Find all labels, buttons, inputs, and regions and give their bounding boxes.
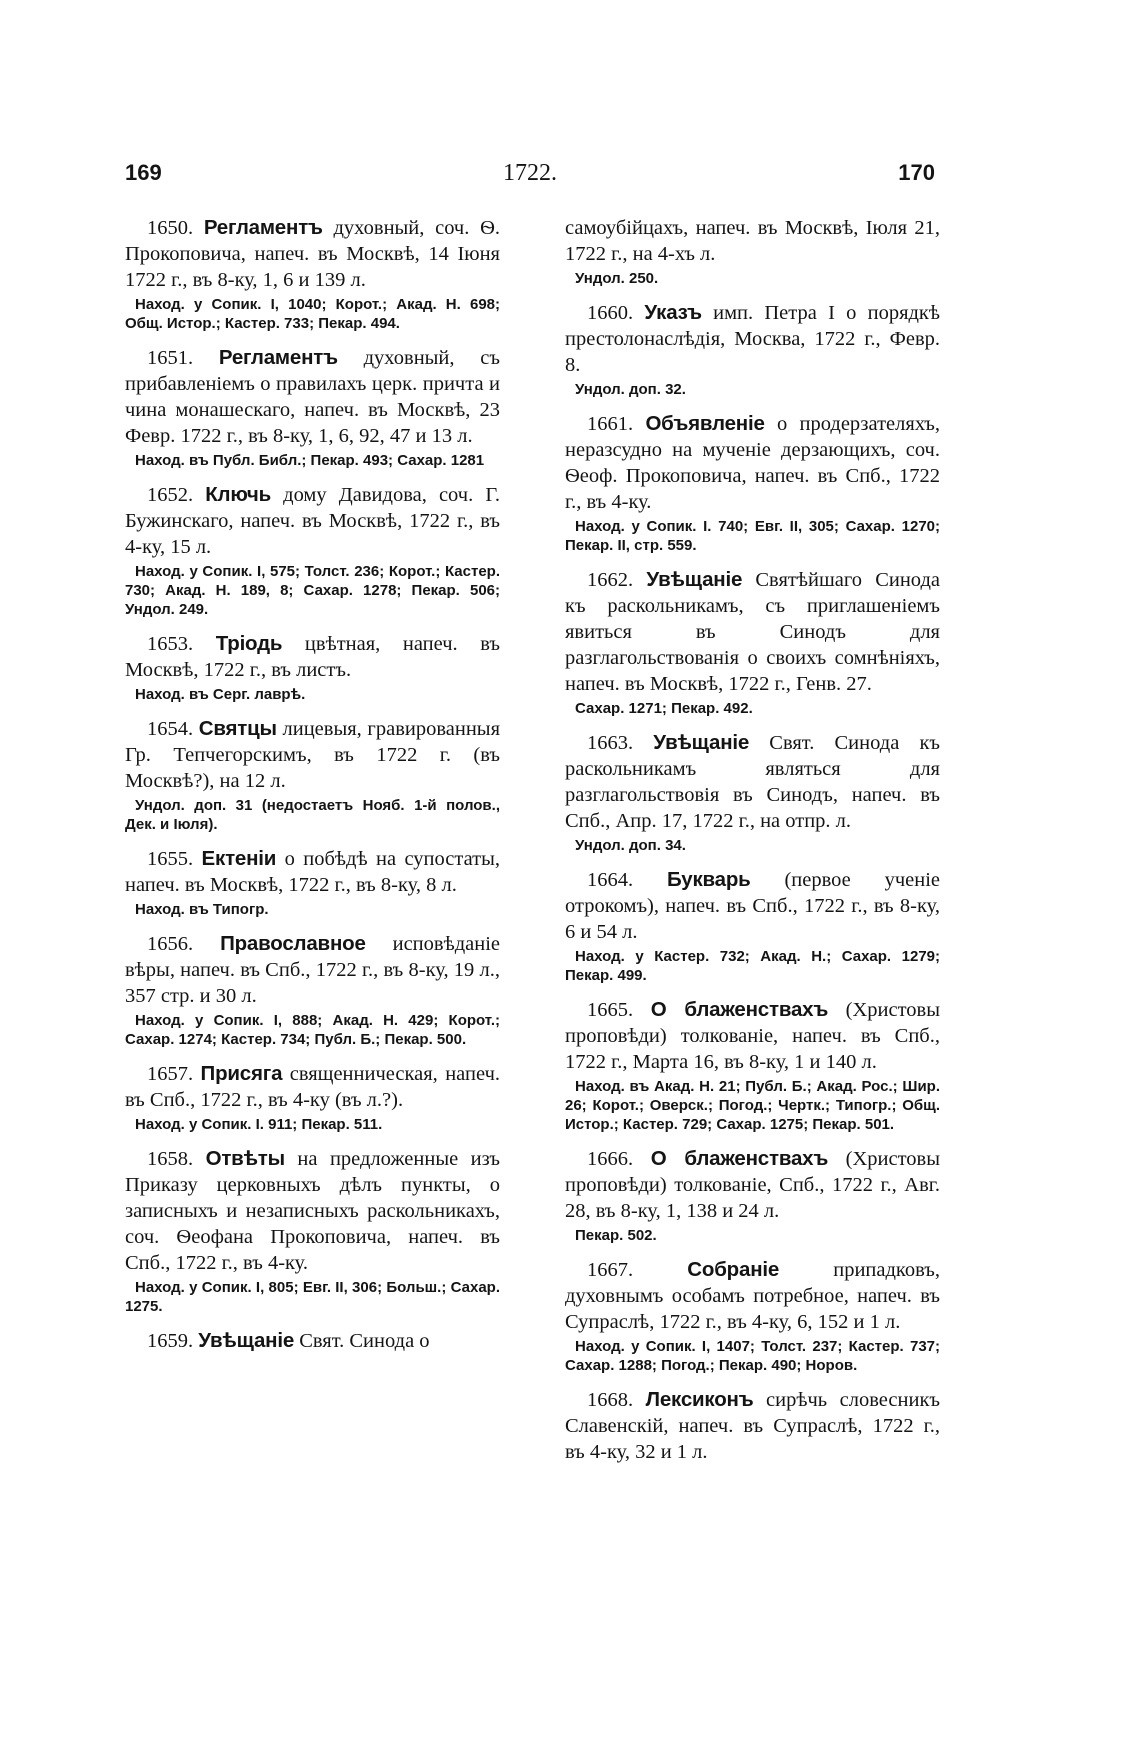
entry-text [125,1146,500,1276]
bibliography-entry [125,1328,500,1354]
entry-text [125,345,500,449]
bibliography-entry [125,482,500,619]
entry-keyword: Тріодь [215,632,283,655]
entry-text [125,1328,500,1354]
entry-description: Свят. Синода къ раскольникамъ являться для разглагольствовія въ Синодъ, напеч. въ Спб., Апр. 17, 1722 г., на отпр. л. [565,732,941,832]
entry-text [565,867,940,945]
entry-description: о побѣдѣ на супостаты, напеч. въ Москвѣ, 1722 г., въ 8-ку, 8 л. [125,848,500,896]
entry-text [125,482,500,560]
entry-keyword: Святцы [198,717,277,740]
entry-description: о продерзателяхъ, неразсудно на мученіе дерзающихъ, соч. Ѳеоф. Прокоповича, напеч. въ Спб., 1722 г., въ 4-ку. [565,413,941,513]
entry-location-note: Наход. у Сопик. I. 911; Пекар. 511. [135,1116,383,1133]
entry-location-note: Наход. у Сопик. I, 805; Евг. II, 306; Больш.; Сахар. 1275. [125,1279,500,1315]
entry-location-note: Наход. въ Акад. Н. 21; Публ. Б.; Акад. Рос.; Шир. 26; Корот.; Оверск.; Погод.; Чертк.; Типогр.; Общ. Истор.; Кастер. 729; Сахар. 1275; Пекар. 501. [565,1078,940,1133]
entry-description: цвѣтная, напеч. въ Москвѣ, 1722 г., въ листъ. [125,633,500,681]
entry-location-note: Наход. у Сопик. I, 1407; Толст. 237; Кастер. 737; Сахар. 1288; Погод.; Пекар. 490; Норов. [565,1338,940,1374]
entry-number: 1667. [587,1259,634,1281]
entry-number: 1662. [587,569,634,591]
bibliography-entry [565,730,940,855]
bibliography-entry [565,867,940,985]
bibliography-entry [565,300,940,399]
entry-keyword: Объявленіе [645,412,765,435]
entry-number: 1664. [587,869,634,891]
entry-number: 1656. [147,933,194,955]
entry-keyword: Регламентъ [203,216,323,239]
entry-description: (Христовы проповѣди) толкованіе, напеч. въ Спб., 1722 г., Марта 16, въ 8-ку, 1 и 140 л. [565,999,941,1073]
running-head-year: 1722. [503,160,557,186]
bibliography-entry [125,931,500,1049]
bibliography-entry [565,215,940,288]
bibliography-entry [565,1387,940,1465]
bibliography-entry [125,631,500,704]
entry-text [565,730,940,834]
entry-number: 1663. [587,732,634,754]
entry-text [565,300,940,378]
entry-keyword: Собраніе [687,1258,780,1281]
entry-keyword: Увѣщаніе [646,568,743,591]
entry-number: 1657. [147,1063,194,1085]
entry-text [565,1146,940,1224]
entry-text [565,997,940,1075]
entry-number: 1655. [147,848,194,870]
entry-number: 1650. [147,217,194,239]
entry-keyword: Лексиконъ [645,1388,754,1411]
entry-description: исповѣданіе вѣры, напеч. въ Спб., 1722 г., въ 8-ку, 19 л., 357 стр. и 30 л. [125,933,501,1007]
entry-keyword: Указъ [644,301,702,324]
entry-number: 1658. [147,1148,194,1170]
entry-keyword: Православное [220,932,366,955]
page-number-right: 170 [898,160,935,185]
bibliography-entry [565,567,940,718]
entry-text [125,215,500,293]
entry-text [565,411,940,515]
entry-keyword: Ектеніи [201,847,277,870]
entry-number: 1651. [147,347,194,369]
entry-location-note: Ундол. 250. [575,270,659,287]
entry-keyword: Ключь [205,483,272,506]
entry-number: 1652. [147,484,194,506]
entry-keyword: Отвѣты [205,1147,285,1170]
entry-description: (Христовы проповѣди) толкованіе, Спб., 1722 г., Авг. 28, въ 8-ку, 1, 138 и 24 л. [565,1148,941,1222]
entry-description: Свят. Синода о [299,1330,430,1352]
entry-description: священническая, напеч. въ Спб., 1722 г., въ 4-ку (въ л.?). [125,1063,500,1111]
bibliography-entry [125,1146,500,1316]
left-column [125,215,500,1366]
entry-location-note: Наход. у Сопик. I. 740; Евг. II, 305; Сахар. 1270; Пекар. II, стр. 559. [565,518,940,554]
entry-description: Святѣйшаго Синода къ раскольникамъ, съ приглашеніемъ явиться въ Синодъ для разглагольствованія о своихъ сомнѣніяхъ, напеч. въ Москвѣ, 1722 г., Генв. 27. [565,569,940,695]
entry-text [125,716,500,794]
bibliography-entry [565,411,940,555]
entry-location-note: Наход. у Сопик. I, 575; Толст. 236; Корот.; Кастер. 730; Акад. Н. 189, 8; Сахар. 1278; Пекар. 506; Ундол. 249. [125,563,500,618]
entry-text [565,567,940,697]
entry-description: самоубійцахъ, напеч. въ Москвѣ, Іюля 21, 1722 г., на 4-хъ л. [565,217,940,265]
bibliography-entry [565,1146,940,1245]
entry-keyword: Регламентъ [218,346,338,369]
entry-number: 1660. [587,302,634,324]
entry-location-note: Сахар. 1271; Пекар. 492. [575,700,753,717]
entry-text [125,1061,500,1113]
entry-location-note: Наход. въ Публ. Библ.; Пекар. 493; Сахар. 1281 [135,452,485,469]
entry-description: имп. Петра I о порядкѣ престолонаслѣдія, Москва, 1722 г., Февр. 8. [565,302,941,376]
entry-location-note: Ундол. доп. 31 (недостаетъ Нояб. 1-й полов., Дек. и Іюля). [125,797,500,833]
entry-description: на предложенные изъ Приказу церковныхъ дѣлъ пункты, о записныхъ и незаписныхъ раскольникахъ, соч. Ѳеофана Прокоповича, напеч. въ Спб., 1722 г., въ 4-ку. [125,1148,500,1274]
bibliography-entry [125,215,500,333]
bibliography-entry [565,1257,940,1375]
entry-text [125,846,500,898]
bibliography-entry [125,846,500,919]
entry-text [565,215,940,267]
entry-number: 1666. [587,1148,634,1170]
entry-location-note: Ундол. доп. 34. [575,837,686,854]
bibliography-entry [125,716,500,834]
entry-keyword: О блаженствахъ [650,1147,829,1170]
entry-location-note: Наход. у Сопик. I, 1040; Корот.; Акад. Н. 698; Общ. Истор.; Кастер. 733; Пекар. 494. [125,296,500,332]
bibliography-entry [565,997,940,1134]
entry-number: 1668. [587,1389,634,1411]
page-header [125,160,935,200]
entry-description: (первое ученіе отрокомъ), напеч. въ Спб., 1722 г., въ 8-ку, 6 и 54 л. [565,869,941,943]
entry-keyword: О блаженствахъ [650,998,829,1021]
entry-description: сирѣчь словесникъ Славенскій, напеч. въ Супраслѣ, 1722 г., въ 4-ку, 32 и 1 л. [565,1389,940,1463]
entry-location-note: Ундол. доп. 32. [575,381,686,398]
entry-description: лицевыя, гравированныя Гр. Тепчегорскимъ, въ 1722 г. (въ Москвѣ?), на 12 л. [125,718,500,792]
entry-location-note: Пекар. 502. [575,1227,657,1244]
bibliography-entry [125,345,500,470]
entry-text [565,1257,940,1335]
entry-number: 1654. [147,718,194,740]
entry-number: 1661. [587,413,634,435]
entry-number: 1659. [147,1330,194,1352]
entry-number: 1665. [587,999,634,1021]
entry-description: припадковъ, духовнымъ особамъ потребное, напеч. въ Супраслѣ, 1722 г., въ 4-ку, 6, 152 и 1 л. [565,1259,940,1333]
entry-description: духовный, соч. Ѳ. Прокоповича, напеч. въ Москвѣ, 14 Іюня 1722 г., въ 8-ку, 1, 6 и 139 л. [125,217,500,291]
entry-number: 1653. [147,633,194,655]
entry-keyword: Увѣщаніе [653,731,750,754]
entry-text [125,931,500,1009]
entry-description: духовный, съ прибавленіемъ о правилахъ церк. причта и чина монашескаго, напеч. въ Москвѣ, 23 Февр. 1722 г., въ 8-ку, 1, 6, 92, 47 и 13 л. [125,347,500,447]
entry-location-note: Наход. у Сопик. I, 888; Акад. Н. 429; Корот.; Сахар. 1274; Кастер. 734; Публ. Б.; Пекар. 500. [125,1012,500,1048]
entry-text [565,1387,940,1465]
entry-keyword: Присяга [200,1062,283,1085]
right-column [565,215,940,1477]
entry-location-note: Наход. въ Серг. лаврѣ. [135,686,306,703]
entry-keyword: Увѣщаніе [198,1329,295,1352]
entry-location-note: Наход. въ Типогр. [135,901,269,918]
page-number-left: 169 [125,160,162,185]
bibliography-entry [125,1061,500,1134]
entry-keyword: Букварь [666,868,751,891]
entry-text [125,631,500,683]
entry-description: дому Давидова, соч. Г. Бужинскаго, напеч. въ Москвѣ, 1722 г., въ 4-ку, 15 л. [125,484,500,558]
entry-location-note: Наход. у Кастер. 732; Акад. Н.; Сахар. 1279; Пекар. 499. [565,948,940,984]
